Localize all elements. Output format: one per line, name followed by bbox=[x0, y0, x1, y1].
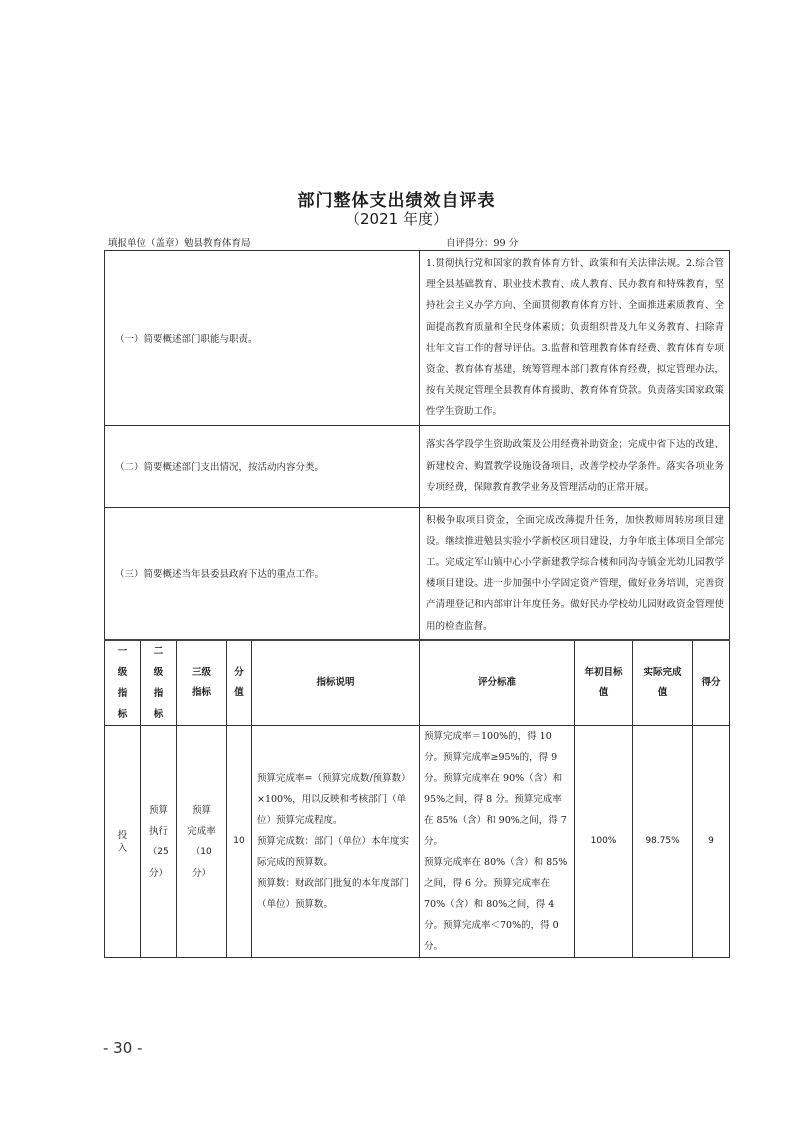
header-char: 二 bbox=[153, 646, 164, 658]
header-char: 级 bbox=[117, 667, 128, 679]
header-line: 年初目标 bbox=[584, 667, 623, 679]
description-paragraph: 预算完成数：部门（单位）本年度实际完成的预算数。 bbox=[257, 836, 410, 869]
cell-line: 投 bbox=[117, 829, 128, 841]
header-target bbox=[575, 640, 633, 726]
header-line: 值 bbox=[598, 687, 609, 699]
cell-level3 bbox=[177, 726, 227, 958]
header-char: 标 bbox=[153, 709, 164, 721]
cell-score: 9 bbox=[693, 726, 730, 958]
header-char: 指 bbox=[117, 688, 128, 700]
criteria-paragraph: 预算完成率在 80%（含）和 85%之间，得 6 分。预算完成率在 70%（含）和 80%之间，得 4 分。预算完成率＜70%的，得 0 分。 bbox=[424, 857, 568, 953]
table-row bbox=[105, 726, 730, 958]
page-subtitle-year: （2021 年度） bbox=[345, 210, 448, 228]
performance-evaluation-table bbox=[104, 250, 730, 958]
cell-criteria bbox=[420, 726, 575, 958]
filing-unit: 填报单位（盖章）勉县教育体育局 bbox=[108, 238, 251, 249]
header-char: 标 bbox=[117, 709, 128, 721]
header-line: 指标 bbox=[191, 687, 211, 699]
section-text-functions: 1.贯彻执行党和国家的教育体育方针、政策和有关法律法规。2.综合管理全县基础教育、职业技术教育、成人教育、民办教育和特殊教育，坚持社会主义办学方向、全面贯彻教育体育方针、全面推进素质教育、全面提高教育质量和全民身体素质；负责组织普及九年义务教育、扫除青壮年文盲工作的督导评估。3.监督和管理教育体育经费、教育体育专项资金、教育体育基建，统筹管理本部门教育体育经费，拟定管理办法，按有关规定管理全县教育体育援助、教育体育贷款。负责落实国家政策性学生资助工作。 bbox=[420, 251, 730, 426]
section-text-expenditure: 落实各学段学生资助政策及公用经费补助资金；完成中省下达的改建、新建校舍、购置教学设施设备项目，改善学校办学条件。落实各项业务专项经费，保障教育教学业务及管理活动的正常开展。 bbox=[420, 425, 730, 507]
header-char: 级 bbox=[153, 667, 164, 679]
cell-description bbox=[252, 726, 420, 958]
cell-line: 完成率 bbox=[187, 825, 216, 837]
section-row-functions bbox=[105, 251, 730, 426]
header-level1-indicator bbox=[105, 640, 141, 726]
header-description: 指标说明 bbox=[252, 640, 420, 726]
cell-line: 分） bbox=[191, 867, 211, 879]
header-actual bbox=[633, 640, 693, 726]
header-line: 三级 bbox=[191, 667, 211, 679]
cell-line: 入 bbox=[117, 842, 128, 854]
cell-target: 100% bbox=[575, 726, 633, 958]
section-row-expenditure bbox=[105, 425, 730, 507]
header-char: 一 bbox=[117, 646, 128, 658]
criteria-paragraph: 预算完成率＝100%的，得 10 分。预算完成率≥95%的，得 9 分。预算完成率在 90%（含）和 95%之间，得 8 分。预算完成率在 85%（含）和 90%之间，得 7 分。 bbox=[424, 731, 567, 848]
header-score-value bbox=[227, 640, 252, 726]
section-text-key-work: 积极争取项目资金，全面完成改薄提升任务，加快教师周转房项目建设。继续推进勉县实验小学新校区项目建设，力争年底主体项目全部完工。完成定军山镇中心小学新建教学综合楼和同沟寺镇金光幼儿园教学楼项目建设。进一步加强中小学固定资产管理，做好业务培训，完善资产清理登记和内部审计年度任务。做好民办学校幼儿园财政资金管理使用的检查监督。 bbox=[420, 507, 730, 640]
page-title: 部门整体支出绩效自评表 bbox=[297, 191, 496, 211]
page-number: - 30 - bbox=[103, 1039, 143, 1057]
cell-line: 执行 bbox=[148, 825, 168, 837]
header-char: 指 bbox=[153, 688, 164, 700]
header-score: 得分 bbox=[693, 640, 730, 726]
cell-line: 分） bbox=[148, 867, 168, 879]
header-char: 分 bbox=[234, 667, 244, 679]
cell-line: 预算 bbox=[191, 804, 211, 816]
self-score: 自评得分：99 分 bbox=[446, 238, 519, 249]
header-line: 值 bbox=[657, 687, 668, 699]
table-header-row bbox=[105, 640, 730, 726]
cell-line: （10 bbox=[191, 846, 212, 857]
cell-line: （25 bbox=[148, 846, 169, 857]
header-criteria: 评分标准 bbox=[420, 640, 575, 726]
section-label-key-work: （三）简要概述当年县委县政府下达的重点工作。 bbox=[105, 507, 420, 640]
cell-level1 bbox=[105, 726, 141, 958]
cell-actual: 98.75% bbox=[633, 726, 693, 958]
cell-line: 预算 bbox=[148, 804, 168, 816]
section-label-functions: （一）简要概述部门职能与职责。 bbox=[105, 251, 420, 426]
header-char: 值 bbox=[234, 687, 244, 699]
header-line: 实际完成 bbox=[643, 667, 682, 679]
description-paragraph: 预算数：财政部门批复的本年度部门（单位）预算数。 bbox=[257, 878, 410, 911]
header-level3-indicator bbox=[177, 640, 227, 726]
section-row-key-work bbox=[105, 507, 730, 640]
section-label-expenditure: （二）简要概述部门支出情况，按活动内容分类。 bbox=[105, 425, 420, 507]
header-level2-indicator bbox=[141, 640, 177, 726]
cell-level2 bbox=[141, 726, 177, 958]
cell-score-value: 10 bbox=[227, 726, 252, 958]
description-paragraph: 预算完成率=（预算完成数/预算数）×100%，用以反映和考核部门（单位）预算完成程度。 bbox=[257, 773, 411, 827]
